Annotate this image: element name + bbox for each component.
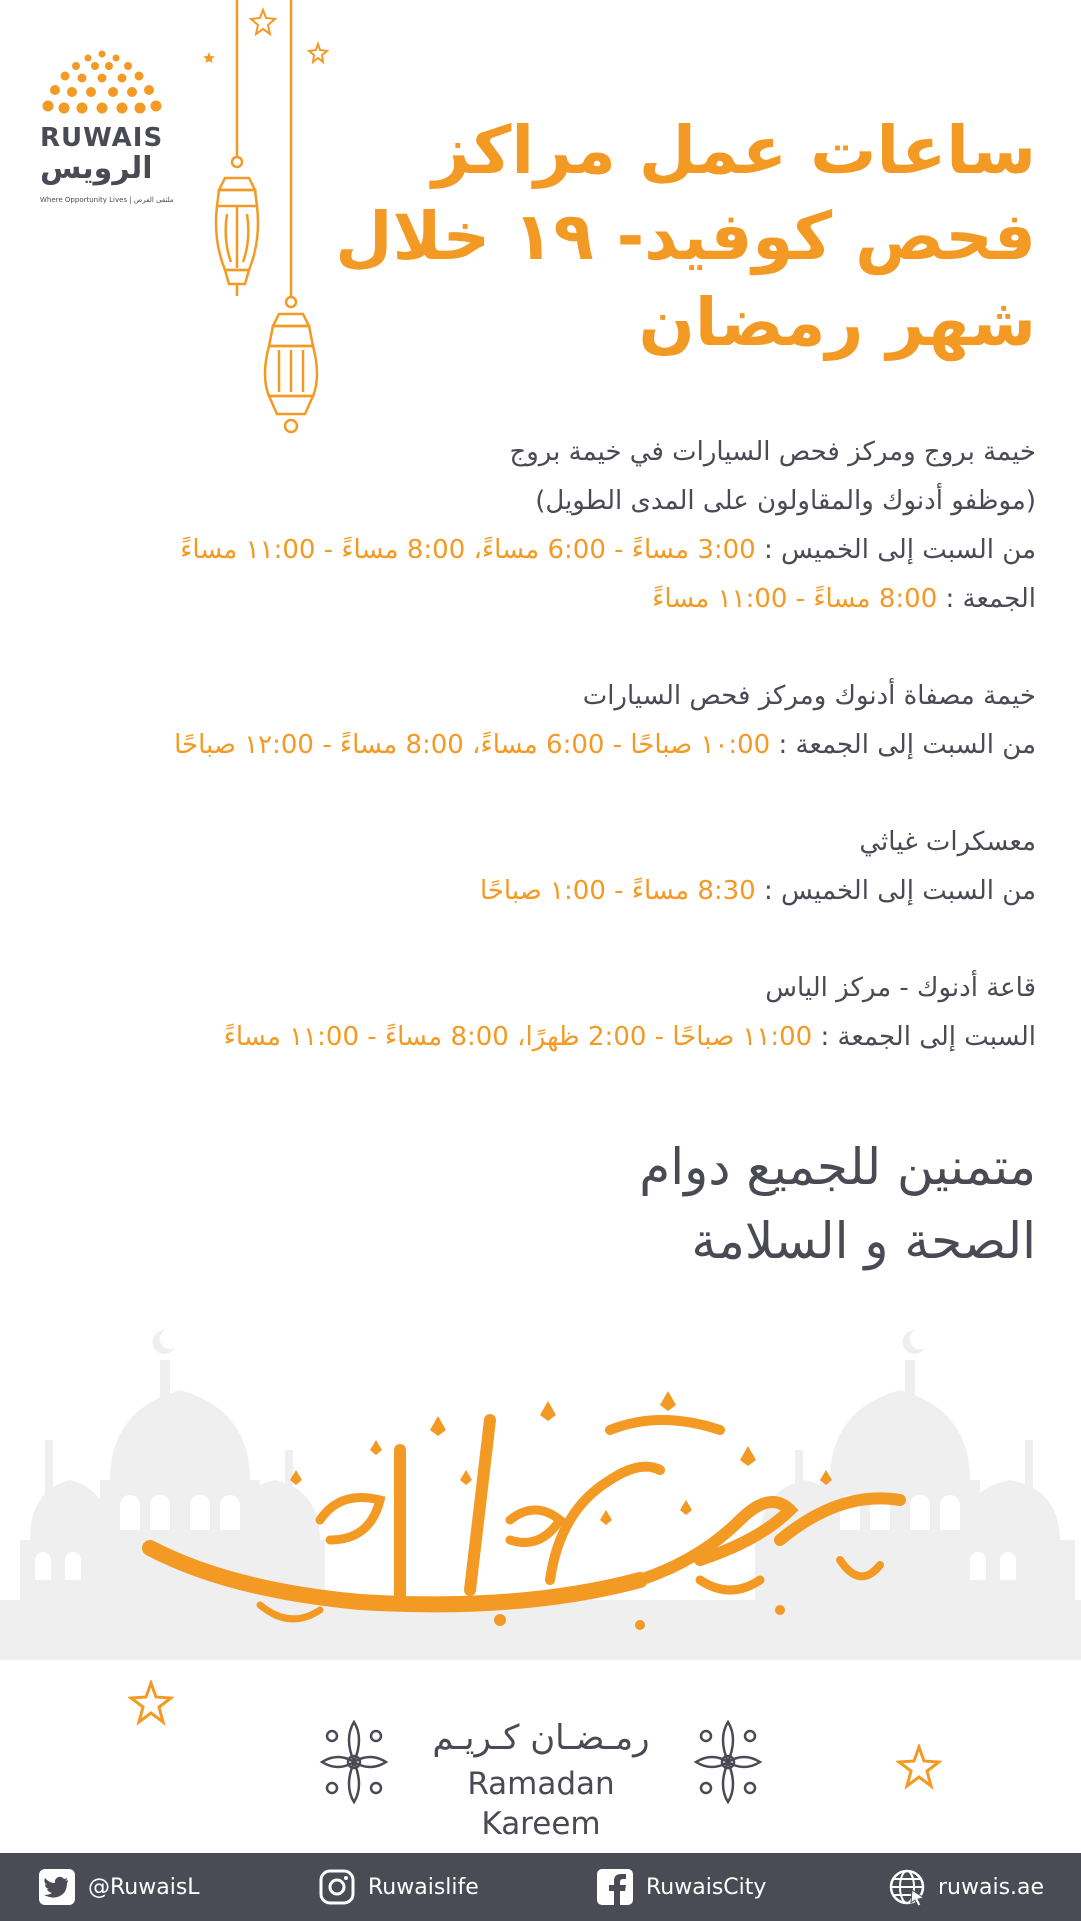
hours-value: 8:30 مساءً - ١:00 صباحًا bbox=[479, 876, 756, 906]
instagram-icon bbox=[318, 1868, 356, 1906]
twitter-link[interactable] bbox=[38, 1853, 200, 1921]
instagram-handle: Ruwaislife bbox=[368, 1874, 479, 1900]
greeting-en: Ramadan Kareem bbox=[467, 1766, 615, 1842]
section-subheading: (موظفو أدنوك والمقاولون على المدى الطويل) bbox=[535, 486, 1036, 516]
facebook-icon bbox=[596, 1868, 634, 1906]
star-icon bbox=[896, 1744, 942, 1790]
section-heading: خيمة بروج ومركز فحص السيارات في خيمة بروج bbox=[509, 437, 1036, 467]
twitter-handle: @RuwaisL bbox=[88, 1874, 200, 1900]
website-url: ruwais.ae bbox=[938, 1874, 1045, 1900]
schedule-row bbox=[36, 526, 1036, 575]
logo-name-en: RUWAIS bbox=[40, 123, 164, 153]
globe-icon bbox=[888, 1868, 926, 1906]
schedule-section-refinery bbox=[36, 672, 1036, 770]
title-line-2: فحص كوفيد- ١٩ خلال bbox=[335, 198, 1036, 275]
day-range-label: من السبت إلى الجمعة : bbox=[770, 730, 1036, 760]
logo-tagline: Where Opportunity Lives | ملتقى الفرص bbox=[40, 196, 174, 204]
title-line-3: شهر رمضان bbox=[638, 284, 1036, 361]
schedule-section-alyas bbox=[36, 964, 1036, 1062]
section-heading: معسكرات غياثي bbox=[859, 827, 1036, 857]
dots-logo-icon bbox=[40, 48, 165, 118]
ornament-icon bbox=[318, 1718, 390, 1806]
day-range-label: الجمعة : bbox=[937, 584, 1036, 614]
schedule-row bbox=[36, 575, 1036, 624]
hours-value: ١١:00 صباحًا - 2:00 ظهرًا، 8:00 مساءً - ١١:00 مساءً bbox=[223, 1022, 813, 1052]
wish-message bbox=[639, 1130, 1036, 1278]
ramadan-calligraphy-icon bbox=[140, 1390, 960, 1650]
schedule-row bbox=[36, 867, 1036, 916]
section-heading: خيمة مصفاة أدنوك ومركز فحص السيارات bbox=[582, 681, 1036, 711]
schedule-section-burooj bbox=[36, 428, 1036, 624]
wish-line-2: الصحة و السلامة bbox=[691, 1212, 1036, 1270]
facebook-link[interactable] bbox=[596, 1853, 766, 1921]
hours-value: 3:00 مساءً - 6:00 مساءً، 8:00 مساءً - ١١:00 مساءً bbox=[180, 535, 756, 565]
facebook-handle: RuwaisCity bbox=[646, 1874, 767, 1900]
page-title bbox=[256, 108, 1036, 366]
hours-value: 8:00 مساءً - ١١:00 مساءً bbox=[652, 584, 938, 614]
twitter-icon bbox=[38, 1868, 76, 1906]
social-footer bbox=[0, 1853, 1081, 1921]
instagram-link[interactable] bbox=[318, 1853, 479, 1921]
greeting-ar: رمـضـان كـريـم bbox=[432, 1718, 650, 1758]
schedule-list bbox=[36, 428, 1036, 1110]
day-range-label: من السبت إلى الخميس : bbox=[755, 535, 1036, 565]
star-icon bbox=[128, 1680, 174, 1726]
hours-value: ١٠:00 صباحًا - 6:00 مساءً، 8:00 مساءً - ١٢:00 صباحًا bbox=[174, 730, 771, 760]
schedule-row bbox=[36, 721, 1036, 770]
title-line-1: ساعات عمل مراكز bbox=[431, 112, 1036, 189]
logo-name-ar: الرويس bbox=[40, 151, 153, 186]
schedule-section-ghiyathi bbox=[36, 818, 1036, 916]
wish-line-1: متمنين للجميع دوام bbox=[639, 1138, 1036, 1196]
day-range-label: السبت إلى الجمعة : bbox=[812, 1022, 1036, 1052]
section-heading: قاعة أدنوك - مركز الياس bbox=[765, 973, 1036, 1003]
schedule-row bbox=[36, 1013, 1036, 1062]
ramadan-kareem-lockup bbox=[318, 1712, 764, 1842]
day-range-label: من السبت إلى الخميس : bbox=[755, 876, 1036, 906]
ornament-icon bbox=[692, 1718, 764, 1806]
ruwais-logo bbox=[40, 48, 180, 204]
website-link[interactable] bbox=[888, 1853, 1044, 1921]
